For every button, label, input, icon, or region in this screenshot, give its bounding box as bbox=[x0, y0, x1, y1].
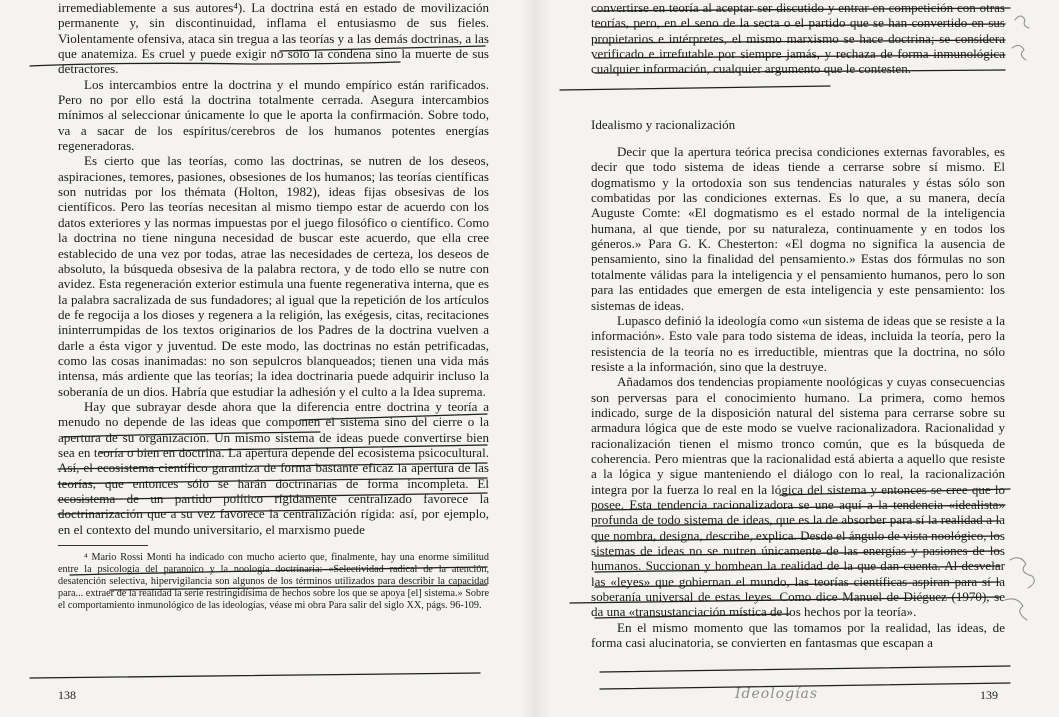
handwritten-note: Ideologías bbox=[735, 686, 819, 702]
margin-scribble bbox=[1015, 16, 1029, 28]
right-page bbox=[591, 0, 1005, 650]
footnote-4: ⁴ Mario Rossi Monti ha indicado con mucho acierto que, finalmente, hay una enorme similitud entre la psicología del paranoico y la noología doctrinaria: «Selectividad radical de la atención, desatención selectiva, hipervigilancia son algunos de los términos utilizados para describir la capacidad para... extraer de la realidad la serie restringidísima de hechos sobre los que se apoya [el] sistema.» Sobre el comportamiento inmunológico de las ideologías, véase mi obra Para salir del siglo XX, págs. 96-109. bbox=[58, 552, 489, 611]
margin-scribble bbox=[1012, 45, 1026, 60]
underline-mark bbox=[600, 666, 1010, 672]
right-paragraph-1: Decir que la apertura teórica precisa condiciones externas favorables, es decir que todo sistema de ideas tiende a cerrarse sobre sí mismo. El dogmatismo y la ortodoxia son sus tendencias naturales y éstas sólo son combatidas por las condiciones externas. Es lo que, a su manera, decía Auguste Comte: «El dogmatismo es el estado normal de la inteligencia humana, al que tiende, por su naturaleza, continuamente y en todos los géneros.» Para G. K. Chesterton: «El dogma no significa la ausencia de pensamiento, sino la finalidad del pensamiento.» Estas dos fórmulas no son totalmente válidas para la inteligencia y el pensamiento humanos, pero lo son para las entidades que emergen de esta inteligencia y este pensamiento: los sistemas de ideas. bbox=[591, 144, 1005, 313]
underline-mark bbox=[30, 673, 480, 678]
book-gutter bbox=[520, 0, 550, 717]
margin-scribble bbox=[1010, 558, 1034, 588]
left-page bbox=[58, 0, 489, 612]
right-paragraph-4: En el mismo momento que las tomamos por la realidad, las ideas, de forma casi alucinatoria, se convierten en fantasmas que escapan a bbox=[591, 619, 1005, 651]
right-paragraph-2: Lupasco definió la ideología como «un sistema de ideas que se resiste a la información». Esto vale para todo sistema de ideas, incluida la teoría, pero la resistencia de la teoría no es irreductible, mientras que la doctrina, no sólo resiste a la información, sino que la destruye. bbox=[591, 312, 1005, 374]
footnote-rule bbox=[58, 545, 148, 546]
margin-scribble bbox=[1005, 599, 1027, 620]
left-paragraph-1: irremediablemente a sus autores⁴). La doctrina está en estado de movilización permanente y, sin discontinuidad, inflama el entusiasmo de sus fieles. Violentamente ofensiva, ataca sin tregua a las teorías y a las demás doctrinas, a las que anatemiza. Es cruel y puede exigir no sólo la condena sino la muerte de sus detractores. bbox=[58, 0, 489, 77]
right-intro-paragraph: convertirse en teoría al aceptar ser discutido y entrar en competición con otras teorías, pero, en el seno de la secta o el partido que se han convertido en sus propietarios e intérpretes, el mismo marxismo se hace doctrina; se considera verificado e irrefutable por siempre jamás, y rechaza de forma inmunológica cualquier información, cualquier argumento que le contesten. bbox=[591, 0, 1005, 77]
left-paragraph-4: Hay que subrayar desde ahora que la diferencia entre doctrina y teoría a menudo no depende de las ideas que componen el sistema sino del cierre o la apertura de su organización. Un mismo sistema de ideas puede convertirse bien sea en teoría o bien en doctrina. La apertura depende del ecosistema psicocultural. Así, el ecosistema científico garantiza de forma bastante eficaz la apertura de las teorías, que entonces sólo se harán doctrinarias de forma incompleta. El ecosistema de un partido político rígidamente centralizado favorece la doctrinarización que a su vez favorece la centralización rígida: así, por ejemplo, en el contexto del mundo universitario, el marxismo puede bbox=[58, 398, 489, 537]
left-paragraph-3: Es cierto que las teorías, como las doctrinas, se nutren de los deseos, aspiraciones, temores, pasiones, obsesiones de los humanos; las teorías científicas son nutridas por los thémata (Holton, 1982), ideas fijas obsesivas de los científicos. Pero las teorías necesitan al mismo tiempo estar de acuerdo con los datos exteriores y las normas impuestas por el juego filosófico o científico. Como la doctrina no tiene ninguna necesidad de buscar este acuerdo, que ella cree establecido de una vez por todas, atrae las necesidades de certeza, los deseos de absoluto, la búsqueda obsesiva de la palabra rectora, y de todo ello se nutre con avidez. Esta regeneración exterior estimula una fuente regenerativa interna, que es la palabra sacralizada de sus fundadores; al igual que la repetición de los artículos de fe regocija a los dioses y regenera a la religión, las exégesis, citas, recitaciones ininterrumpidas de los textos originarios de los Padres de la doctrina vuelven a darle a ésta vigor y juventud. De este modo, las doctrinas no están petrificadas, como las cosas inanimadas: no son sepulcros blanqueados; tienen una vida más intensa, más ardiente que las teorías; la idea doctrinaria puede adquirir incluso la soberanía de un dios. Habría que estudiar la adhesión y el culto a la Idea suprema. bbox=[58, 153, 489, 399]
left-paragraph-2: Los intercambios entre la doctrina y el mundo empírico están rarificados. Pero no por ello está la doctrina totalmente cerrada. Asegura intercambios mínimos al seleccionar únicamente lo que le aporta la confirmación. Sobre todo, va a sacar de los espíritus/cerebros de los humanos potentes energías regeneradoras. bbox=[58, 76, 489, 154]
section-title: Idealismo y racionalización bbox=[591, 116, 736, 132]
page-number-right: 139 bbox=[980, 688, 998, 702]
page-number-left: 138 bbox=[58, 688, 76, 702]
right-paragraph-3: Añadamos dos tendencias propiamente noológicas y cuyas consecuencias son perversas para el conocimiento humano. La primera, como hemos indicado, surge de la disposición natural del sistema para cerrarse sobre su armadura lógica que de este modo se vuelve racionalizadora. Racionalidad y racionalización tienen el mismo tronco común, que es la búsqueda de coherencia. Pero mientras que la racionalidad está abierta a aquello que resiste a la lógica y sigue manteniendo el diálogo con lo real, la racionalización integra por la fuerza lo real en la lógica del sistema y entonces se cree que lo posee. Esta tendencia racionalizadora se une aquí a la tendencia «idealista» profunda de todo sistema de ideas, que es la de absorber para sí la realidad a la que nombra, designa, describe, explica. Desde el ángulo de vista noológico, los sistemas de ideas no se nutren únicamente de las energías y pasiones de los humanos. Succionan y bombean la realidad de la que dan cuenta. Al desvelar las «leyes» que gobiernan el mundo, las teorías científicas aspiran para sí la soberanía universal de estas leyes. Como dice Manuel de Diéguez (1970), se da una «transustanciación mística de los hechos por la teoría». bbox=[591, 374, 1005, 620]
